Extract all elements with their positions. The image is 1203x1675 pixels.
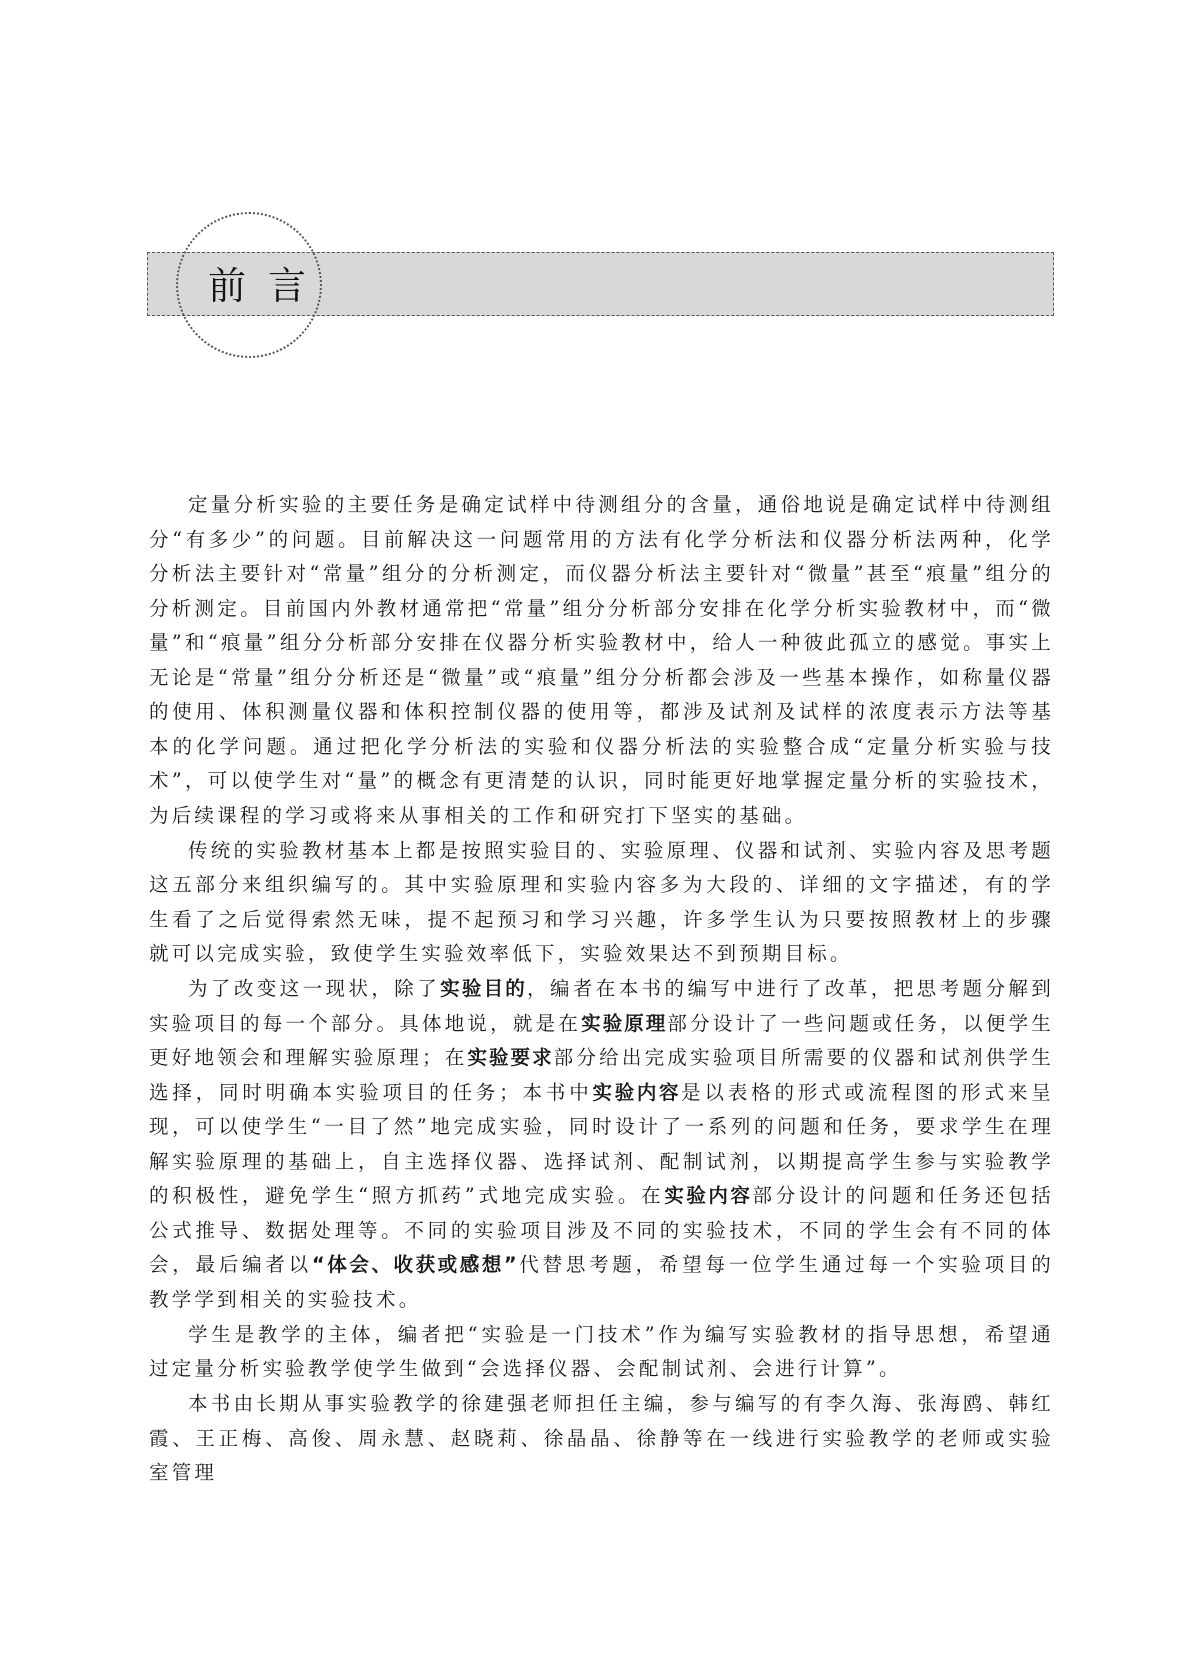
paragraph-5: 本书由长期从事实验教学的徐建强老师担任主编，参与编写的有李久海、张海鸥、韩红霞、王正梅、高俊、周永慧、赵晓莉、徐晶晶、徐静等在一线进行实验教学的老师或实验室管理 [149,1392,1054,1484]
paragraph-3-text: 部分设计了一些问题或任务，以便学生更好地领会和理解实验原理；在 [149,1011,1054,1069]
paragraph-2: 传统的实验教材基本上都是按照实验目的、实验原理、仪器和试剂、实验内容及思考题这五部分来组织编写的。其中实验原理和实验内容多为大段的、详细的文字描述，有的学生看了之后觉得索然无味，提不起预习和学习兴趣，许多学生认为只要按照教材上的步骤就可以完成实验，致使学生实验效率低下，实验效果达不到预期目标。 [149,838,1054,965]
paragraph-3-text: 部分设计的问题和任务还包括公式推导、数据处理等。不同的实验项目涉及不同的实验技术，不同的学生会有不同的体会，最后编者以 [149,1184,1054,1276]
emphasis-experiment-content: 实验内容 [592,1080,682,1104]
emphasis-experiment-purpose: 实验目的 [440,977,528,1000]
chapter-title: 前言 [208,264,329,308]
emphasis-experiment-requirements: 实验要求 [467,1046,554,1069]
paragraph-3-text: 为了改变这一现状，除了 [188,977,441,1000]
body-text [149,488,1054,1491]
paragraph-4: 学生是教学的主体，编者把“实验是一门技术”作为编写实验教材的指导思想，希望通过定量分析实验教学使学生做到“会选择仪器、会配制试剂、会进行计算”。 [149,1322,1054,1380]
paragraph-3-text: 部分给出完成实验项目所需要的仪器和试剂供学生选择，同时明确本实验项目的任务；本书中 [149,1046,1054,1104]
paragraph-3 [149,972,1054,1317]
paragraph-3-text: ，编者在本书的编写中进行了改革，把思考题分解到实验项目的每一个部分。具体地说，就是在 [149,977,1054,1035]
emphasis-reflections: “体会、收获或感想” [311,1253,519,1276]
emphasis-experiment-content: 实验内容 [664,1184,753,1207]
paragraph-3-text: 是以表格的形式或流程图的形式来呈现，可以使学生“一目了然”地完成实验，同时设计了一系列的问题和任务，要求学生在理解实验原理的基础上，自主选择仪器、选择试剂、配制试剂，以期提高学生参与实验教学的积极性，避免学生“照方抓药”式地完成实验。在 [149,1080,1054,1207]
paragraph-1: 定量分析实验的主要任务是确定试样中待测组分的含量，通俗地说是确定试样中待测组分“有多少”的问题。目前解决这一问题常用的方法有化学分析法和仪器分析法两种，化学分析法主要针对“常量”组分的分析测定，而仪器分析法主要针对“微量”甚至“痕量”组分的分析测定。目前国内外教材通常把“常量”组分分析部分安排在化学分析实验教材中，而“微量”和“痕量”组分分析部分安排在仪器分析实验教材中，给人一种彼此孤立的感觉。事实上无论是“常量”组分分析还是“微量”或“痕量”组分分析都会涉及一些基本操作，如称量仪器的使用、体积测量仪器和体积控制仪器的使用等，都涉及试剂及试样的浓度表示方法等基本的化学问题。通过把化学分析法的实验和仪器分析法的实验整合成“定量分析实验与技术”，可以使学生对“量”的概念有更清楚的认识，同时能更好地掌握定量分析的实验技术，为后续课程的学习或将来从事相关的工作和研究打下坚实的基础。 [149,493,1054,827]
paragraph-3-text: 代替思考题，希望每一位学生通过每一个实验项目的教学学到相关的实验技术。 [149,1253,1054,1311]
emphasis-experiment-principle: 实验原理 [581,1011,668,1035]
